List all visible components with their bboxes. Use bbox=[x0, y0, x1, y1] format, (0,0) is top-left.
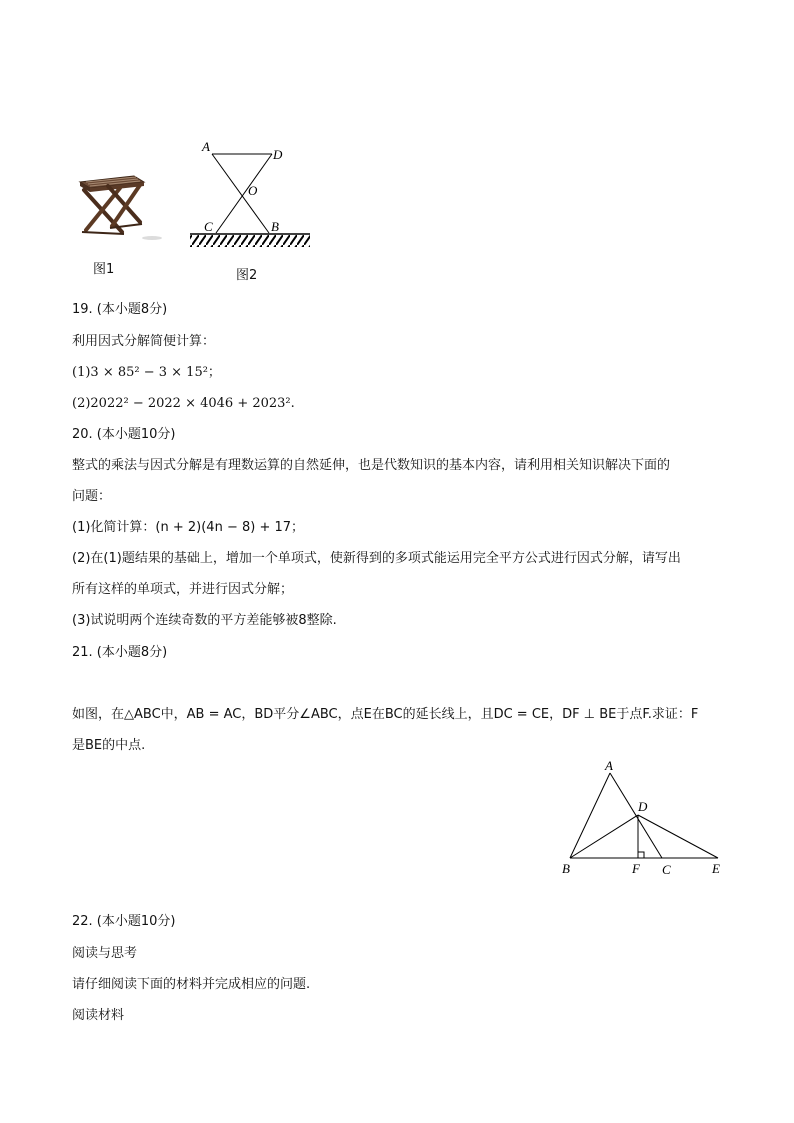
q20-header: 20. (本小题10分) bbox=[72, 427, 176, 442]
q19-part1: (1)3 × 85² − 3 × 15²； bbox=[72, 365, 221, 380]
q19-header: 19. (本小题8分) bbox=[72, 302, 168, 317]
q22-line2: 请仔细阅读下面的材料并完成相应的问题. bbox=[72, 977, 311, 992]
triangle-diagram bbox=[558, 758, 728, 883]
figure-2-diagram bbox=[185, 135, 315, 255]
q22-header: 22. (本小题10分) bbox=[72, 914, 176, 929]
q20-part1: (1)化简计算：(n + 2)(4n − 8) + 17； bbox=[72, 520, 305, 535]
label-a: A bbox=[605, 758, 613, 773]
right-angle-mark bbox=[638, 852, 644, 858]
q21-problem-line2: 是BE的中点. bbox=[72, 738, 146, 753]
stool-illustration bbox=[72, 170, 172, 245]
label-b: B bbox=[562, 861, 570, 876]
q20-part2-line2: 所有这样的单项式，并进行因式分解； bbox=[72, 582, 294, 597]
label-c: C bbox=[204, 219, 213, 234]
q21-problem-line1: 如图，在△ABC中，AB = AC，BD平分∠ABC，点E在BC的延长线上，且DC = CE，DF ⊥ BE于点F.求证：F bbox=[72, 707, 699, 722]
label-e: E bbox=[712, 861, 720, 876]
q19-part2: (2)2022² − 2022 × 4046 + 2023². bbox=[72, 396, 295, 411]
label-b: B bbox=[271, 219, 279, 234]
figure-1-caption: 图1 bbox=[93, 262, 115, 277]
segment-de bbox=[638, 815, 718, 858]
segment-dc bbox=[216, 154, 272, 233]
figure-2-caption: 图2 bbox=[236, 268, 258, 283]
q21-header: 21. (本小题8分) bbox=[72, 645, 168, 660]
q22-line3: 阅读材料 bbox=[72, 1008, 125, 1023]
q20-intro-line2: 问题： bbox=[72, 489, 112, 504]
q20-part2-line1: (2)在(1)题结果的基础上，增加一个单项式，使新得到的多项式能运用完全平方公式进行因式分解，请写出 bbox=[72, 551, 681, 566]
ground-hatching bbox=[190, 235, 310, 247]
q20-intro-line1: 整式的乘法与因式分解是有理数运算的自然延伸，也是代数知识的基本内容，请利用相关知识解决下面的 bbox=[72, 458, 671, 473]
label-a: A bbox=[202, 139, 210, 154]
label-d: D bbox=[638, 799, 648, 814]
label-c: C bbox=[662, 862, 671, 877]
label-d: D bbox=[273, 147, 283, 162]
label-o: O bbox=[248, 183, 258, 198]
segment-ac bbox=[610, 773, 662, 858]
q22-line1: 阅读与思考 bbox=[72, 946, 138, 961]
segment-ab bbox=[212, 154, 269, 233]
q19-prompt: 利用因式分解简便计算： bbox=[72, 334, 216, 349]
label-f: F bbox=[632, 861, 640, 876]
q20-part3: (3)试说明两个连续奇数的平方差能够被8整除. bbox=[72, 613, 337, 628]
